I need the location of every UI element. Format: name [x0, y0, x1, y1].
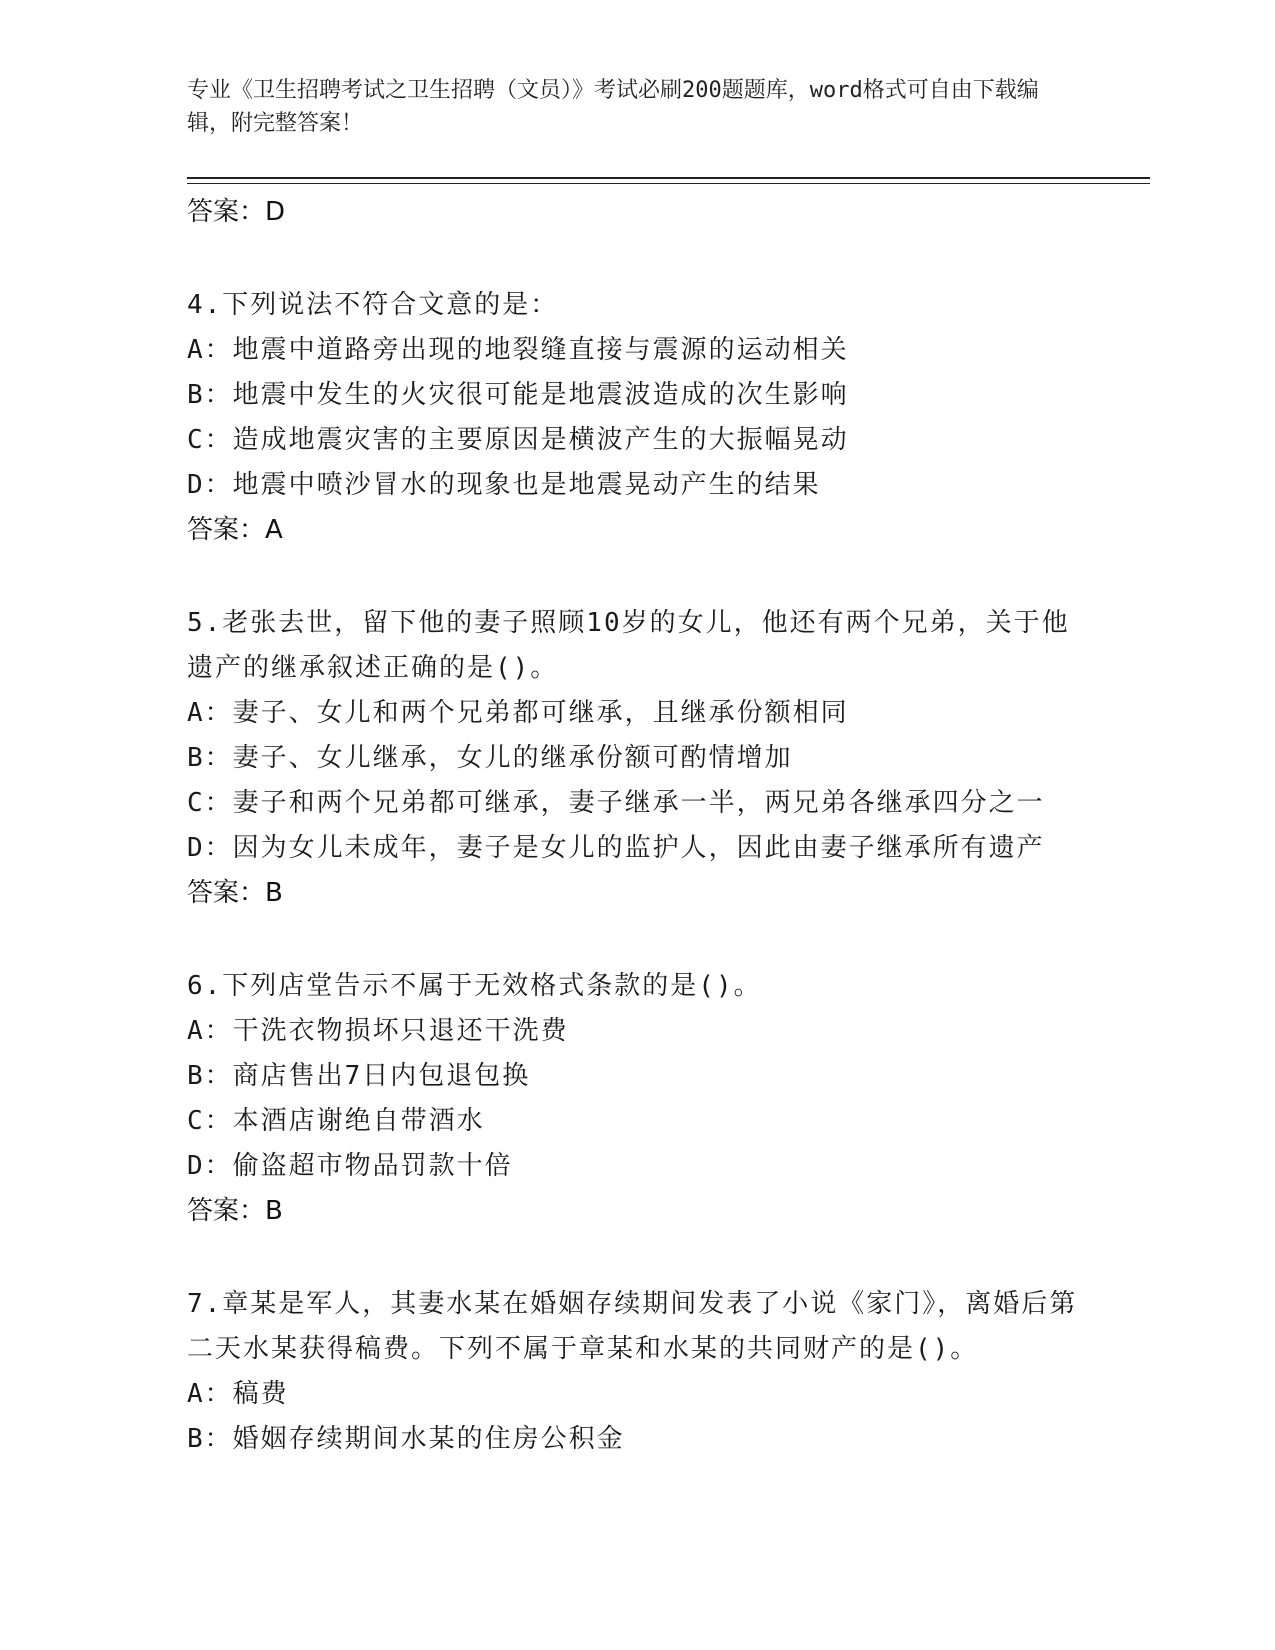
question-text: 5.老张去世，留下他的妻子照顾10岁的女儿，他还有两个兄弟，关于他遗产的继承叙述正确的是()。 — [187, 608, 1070, 683]
answer-line: 答案：A — [187, 515, 283, 545]
option-d: D：偷盗超市物品罚款十倍 — [187, 1151, 513, 1181]
document-header: 专业《卫生招聘考试之卫生招聘（文员）》考试必刷200题题库，word格式可自由下载编辑，附完整答案！ — [187, 78, 1039, 136]
option-c: C：造成地震灾害的主要原因是横波产生的大振幅晃动 — [187, 425, 849, 455]
header-rule-thick — [187, 177, 1150, 179]
option-a: A：稿费 — [187, 1379, 289, 1409]
question-text: 4.下列说法不符合文意的是： — [187, 290, 559, 320]
option-a: A：妻子、女儿和两个兄弟都可继承，且继承份额相同 — [187, 698, 849, 728]
question-7 — [187, 1282, 1087, 1462]
option-c: C：本酒店谢绝自带酒水 — [187, 1106, 485, 1136]
question-5 — [187, 601, 1087, 916]
option-d: D：地震中喷沙冒水的现象也是地震晃动产生的结果 — [187, 470, 821, 500]
option-c: C：妻子和两个兄弟都可继承，妻子继承一半，两兄弟各继承四分之一 — [187, 788, 1045, 818]
header-rule-thin — [187, 183, 1150, 184]
document-body — [187, 190, 1087, 1462]
option-b: B：地震中发生的火灾很可能是地震波造成的次生影响 — [187, 380, 849, 410]
option-b: B：婚姻存续期间水某的住房公积金 — [187, 1424, 625, 1454]
answer-line: 答案：D — [187, 197, 286, 227]
question-text: 7.章某是军人，其妻水某在婚姻存续期间发表了小说《家门》，离婚后第二天水某获得稿费。下列不属于章某和水某的共同财产的是()。 — [187, 1289, 1078, 1364]
option-b: B：商店售出7日内包退包换 — [187, 1061, 531, 1091]
question-text: 6.下列店堂告示不属于无效格式条款的是()。 — [187, 971, 762, 1001]
option-b: B：妻子、女儿继承，女儿的继承份额可酌情增加 — [187, 743, 793, 773]
option-a: A：干洗衣物损坏只退还干洗费 — [187, 1016, 569, 1046]
answer-line: 答案：B — [187, 1196, 283, 1226]
question-4 — [187, 283, 1087, 553]
option-a: A：地震中道路旁出现的地裂缝直接与震源的运动相关 — [187, 335, 849, 365]
question-6 — [187, 964, 1087, 1234]
answer-line: 答案：B — [187, 878, 283, 908]
option-d: D：因为女儿未成年，妻子是女儿的监护人，因此由妻子继承所有遗产 — [187, 833, 1045, 863]
